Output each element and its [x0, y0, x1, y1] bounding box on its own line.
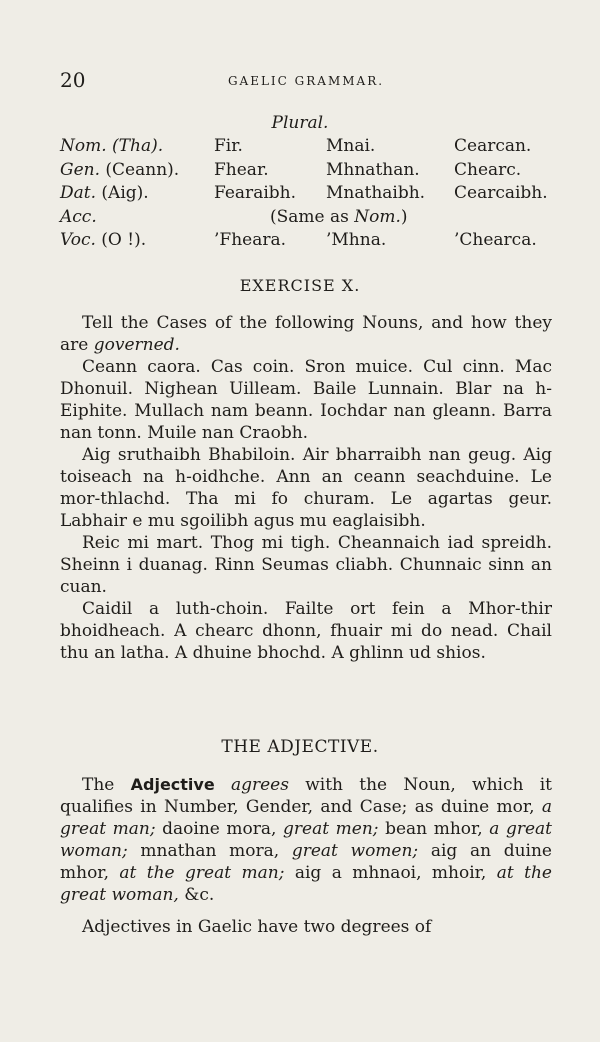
form-3: Chearc. [454, 159, 522, 180]
page-number: 20 [60, 68, 86, 92]
case-particle: (O !). [95, 230, 147, 250]
exercise-paragraph-1: Ceann caora. Cas coin. Sron muice. Cul cinn. Mac Dhonuil. Nighean Uilleam. Baile Lunnain. Blar na h-Eiphite. Mullach nam beann. Iochdar nan gleann. Barra nan tonn. Muile nan Craobh. [60, 357, 552, 443]
exercise-body [60, 312, 552, 664]
case-particle: (Tha). [106, 136, 164, 156]
exercise-paragraph-3: Reic mi mart. Thog mi tigh. Cheannaich iad spreidh. Sheinn i duanag. Rinn Seumas cliabh. Chunnaic sinn an cuan. [60, 533, 552, 597]
same-as-note [270, 207, 408, 227]
exercise-heading: EXERCISE X. [239, 276, 361, 295]
case-particle: (Aig). [96, 183, 149, 203]
exercise-paragraph-4: Caidil a luth-choin. Failte ort fein a Mhor-thir bhoidheach. A chearc dhonn, fhuair mi do nead. Chail thu an latha. A dhuine bhochd. A ghlinn ud shios. [60, 599, 552, 663]
form-1: ’Fheara. [214, 230, 287, 250]
running-title: GAELIC GRAMMAR. [227, 74, 385, 88]
italic-run: at the great woman, [60, 863, 552, 905]
form-3: Cearcaibh. [454, 183, 548, 203]
text-run: mnathan mora, [127, 841, 292, 861]
italic-run: a great woman; [60, 819, 553, 861]
same-as-text: (Same as [270, 206, 355, 227]
text-run [215, 775, 231, 795]
adjective-body [60, 774, 552, 938]
declension-row-acc [60, 207, 560, 231]
case-particle: (Ceann). [100, 159, 180, 180]
adjective-paragraph [60, 774, 552, 906]
text-run: &c. [178, 885, 215, 905]
italic-run: great women; [291, 841, 419, 861]
bold-term: Adjective [130, 775, 215, 794]
declension-row-nom [60, 136, 560, 160]
text-run: bean mhor, [378, 819, 490, 839]
case-name: Acc. [60, 206, 97, 227]
exercise-paragraph-2: Aig sruthaibh Bhabiloin. Air bharraibh nan geug. Aig toiseach na h-oidhche. Ann an ceann seachduine. Le mor-thlachd. Tha mi fo churam. Le agartas geur. Labhair e mu sgoilibh agus mu eaglaisibh. [60, 445, 552, 531]
form-3: Cearcan. [454, 136, 532, 156]
form-1: Fir. [214, 136, 243, 156]
form-2: Mhnathan. [326, 159, 420, 180]
declension-row-gen [60, 160, 560, 184]
italic-run: agrees [230, 775, 289, 795]
form-1: Fearaibh. [214, 183, 296, 203]
case-cell [60, 230, 146, 250]
case-cell [60, 183, 149, 203]
plural-heading: Plural. [271, 113, 329, 133]
form-2: ’Mhna. [326, 230, 387, 250]
text-run: aig an duine mhor, [60, 841, 552, 883]
italic-run: a great man; [60, 797, 552, 839]
intro-italic: governed. [93, 335, 180, 355]
same-as-ref: Nom. [354, 206, 401, 227]
intro-text: Tell the Cases of the following Nouns, and how they are [60, 313, 552, 355]
form-3: ’Chearca. [454, 230, 537, 250]
form-2: Mnai. [326, 136, 376, 156]
case-name: Dat. [60, 183, 97, 203]
case-cell [60, 136, 163, 156]
case-name: Gen. [60, 159, 100, 180]
text-run: daoine mora, [155, 819, 284, 839]
adjective-heading: THE ADJECTIVE. [221, 737, 379, 757]
exercise-intro [60, 312, 552, 356]
same-as-close: ) [400, 206, 408, 227]
text-run: with the Noun, which it qualifies in Number, Gender, and Case; as duine mor, [60, 775, 552, 817]
text-run: The [82, 775, 131, 795]
adjective-degrees-line: Adjectives in Gaelic have two degrees of [82, 917, 432, 937]
italic-run: at the great man; [119, 863, 285, 883]
case-name: Voc. [60, 230, 96, 250]
case-cell [60, 160, 179, 180]
form-2: Mnathaibh. [326, 183, 426, 203]
italic-run: great men; [283, 819, 379, 839]
form-1: Fhear. [214, 159, 269, 180]
page-header [60, 68, 552, 96]
case-name: Nom. [60, 136, 107, 156]
declension-row-voc [60, 230, 560, 254]
declension-row-dat [60, 183, 560, 207]
declension-table [60, 136, 560, 254]
text-run: aig a mhnaoi, mhoir, [284, 863, 497, 883]
